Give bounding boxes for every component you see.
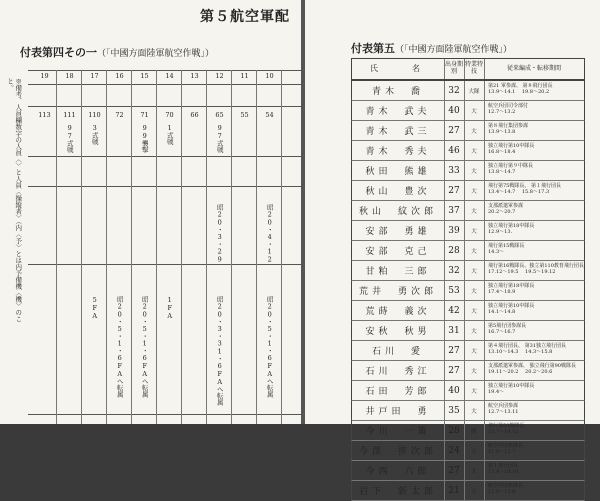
class-number: 27 xyxy=(444,361,465,380)
class-number: 40 xyxy=(444,101,465,120)
table-row xyxy=(351,261,585,281)
assignment: 支那派遣軍参謀、 独立飛行第90戦隊長 19.11～20.2 20.2～20.6 xyxy=(488,363,576,376)
table-row xyxy=(351,81,585,101)
person-name: 今澤 捗次郎 xyxy=(352,441,445,460)
unit-cell xyxy=(182,112,207,119)
specialty: 大隊 xyxy=(464,81,485,100)
unit-cell xyxy=(82,112,107,119)
right-table-title-main: 付表第五 xyxy=(351,42,395,55)
table-row xyxy=(351,161,585,181)
class-number: 53 xyxy=(444,281,465,300)
unit-no: 14 xyxy=(165,72,174,80)
chapter-title: 第５航空軍配 xyxy=(200,9,290,25)
unit-val: 111 xyxy=(63,111,76,119)
assignment: 第5飛行団参謀長 16.7～16.7 xyxy=(488,323,527,336)
table-row xyxy=(351,301,585,321)
person-name: 今川 一策 xyxy=(352,421,445,440)
unit-cell xyxy=(132,73,157,80)
specialty: 大 xyxy=(464,381,485,400)
assignment: 独立飛行第９中隊長 13.8～14.7 xyxy=(488,163,534,176)
table-row xyxy=(351,201,585,221)
unit-cell xyxy=(157,112,182,119)
unit-cell xyxy=(82,73,107,80)
unit-cell xyxy=(57,73,82,80)
specialty: 大 xyxy=(464,481,485,500)
table-row xyxy=(351,481,585,501)
unit-column xyxy=(232,70,257,424)
assignment: 支那派遣軍参謀 20.2～20.7 xyxy=(488,203,524,216)
unit-code: 97式戦 xyxy=(215,124,224,153)
class-number: 31 xyxy=(444,321,465,340)
unit-cell xyxy=(157,296,182,320)
assignment: 飛行第75戦隊長、 第１飛行団長 13.4～14.7 15.8～17.3 xyxy=(488,183,561,196)
unit-column xyxy=(157,70,182,424)
unit-note: 昭20・5・1・6FAへ転属 xyxy=(115,296,124,398)
specialty: 隊 xyxy=(464,421,485,440)
unit-column xyxy=(32,70,57,424)
unit-cell xyxy=(182,73,207,80)
unit-val: 70 xyxy=(165,111,174,119)
specialty: 大 xyxy=(464,261,485,280)
unit-no: 11 xyxy=(240,72,249,80)
table-row xyxy=(351,361,585,381)
unit-val: 66 xyxy=(190,111,199,119)
personnel-rows xyxy=(351,81,585,501)
unit-cell xyxy=(207,112,232,119)
person-name: 荒蒔 義次 xyxy=(352,301,445,320)
unit-no: 16 xyxy=(115,72,124,80)
unit-column xyxy=(207,70,232,424)
unit-code: 99襲撃 xyxy=(140,124,149,153)
table-row xyxy=(351,341,585,361)
person-name: 石川 秀江 xyxy=(352,361,445,380)
unit-column xyxy=(132,70,157,424)
specialty: 大 xyxy=(464,201,485,220)
class-number: 46 xyxy=(444,141,465,160)
class-number: 40 xyxy=(444,381,465,400)
person-name: 秋山 紋次郎 xyxy=(352,201,445,220)
unit-note: 昭20・5・1・6FAへ転属 xyxy=(140,296,149,398)
table-row xyxy=(351,181,585,201)
specialty: 大 xyxy=(464,301,485,320)
unit-cell xyxy=(207,296,232,406)
table-row xyxy=(351,401,585,421)
left-table-subtitle: （「中國方面陸軍航空作戦」） xyxy=(97,49,215,59)
class-number: 28 xyxy=(444,421,465,440)
specialty: 大 xyxy=(464,161,485,180)
right-page xyxy=(305,0,600,497)
class-number: 28 xyxy=(444,241,465,260)
person-name: 安部 勇雄 xyxy=(352,221,445,240)
unit-column xyxy=(182,70,207,424)
unit-no: 12 xyxy=(215,72,224,80)
specialty: 大 xyxy=(464,341,485,360)
header-name: 氏 名 xyxy=(352,59,445,79)
right-table-title xyxy=(351,40,512,56)
unit-code: 97式戦 xyxy=(65,124,74,153)
assignment: 飛行第16戦隊長、独立第110教育飛行団長 17.12～19.5 19.5～19.12 xyxy=(488,263,584,276)
table-row xyxy=(351,141,585,161)
table-row xyxy=(351,321,585,341)
unit-cell xyxy=(57,112,82,119)
assignment: 第21 軍参謀、 第８飛行団長 13.9～14.1 19.8～20.2 xyxy=(488,83,553,96)
person-name: 今西 六郎 xyxy=(352,461,445,480)
unit-cell xyxy=(157,73,182,80)
personnel-table xyxy=(351,58,585,501)
class-number: 39 xyxy=(444,221,465,240)
class-number: 42 xyxy=(444,301,465,320)
header-assign: 従来編成・転移期間 xyxy=(506,64,561,72)
table-row xyxy=(351,101,585,121)
unit-cell xyxy=(257,296,282,398)
person-name: 甘粕 三郎 xyxy=(352,261,445,280)
unit-cell xyxy=(207,124,232,153)
unit-cell xyxy=(232,73,257,80)
unit-cell xyxy=(257,73,282,80)
remark-note: ※備考、人員欄数字の人員〈〉と人員〈操縦者〉（内〈予〉とは内予備機〈機〉のこと。 xyxy=(6,78,23,322)
table-row xyxy=(351,421,585,441)
unit-no: 19 xyxy=(40,72,49,80)
unit-column xyxy=(107,70,132,424)
left-page xyxy=(0,0,301,424)
specialty: 大 xyxy=(464,241,485,260)
person-name: 荒井 勇次郎 xyxy=(352,281,445,300)
unit-cell xyxy=(132,124,157,153)
unit-cell xyxy=(107,296,132,398)
specialty: 大 xyxy=(464,181,485,200)
person-name: 井戸田 勇 xyxy=(352,401,445,420)
table-row xyxy=(351,441,585,461)
class-number: 21 xyxy=(444,481,465,500)
unit-val: 110 xyxy=(88,111,101,119)
table-row xyxy=(351,461,585,481)
person-name: 石川 愛 xyxy=(352,341,445,360)
unit-cell xyxy=(82,296,107,320)
assignment: 飛行第15戦隊長 14.3～ xyxy=(488,243,525,256)
unit-cell xyxy=(132,296,157,398)
unit-cell xyxy=(132,112,157,119)
unit-note: 昭20・5・1・6FAへ転属 xyxy=(265,296,274,398)
assignment: 独立飛行第18中隊長 17.4～18.9 xyxy=(488,283,535,296)
left-table-title xyxy=(20,44,214,60)
assignment: 航空兵団参謀 12.7～13.11 xyxy=(488,403,519,416)
unit-cell xyxy=(157,124,182,145)
person-name: 秋山 豊次 xyxy=(352,181,445,200)
unit-note: 5FA xyxy=(90,296,99,320)
unit-val: 54 xyxy=(265,111,274,119)
assignment: 独立飛行第10中隊長 19.4～ xyxy=(488,383,535,396)
table-row xyxy=(351,221,585,241)
person-name: 秋田 熊雄 xyxy=(352,161,445,180)
unit-code: 3式戦 xyxy=(90,124,99,145)
unit-cell xyxy=(82,124,107,145)
unit-date: 昭20・3・29 xyxy=(215,204,224,264)
person-name: 岩下 新太郎 xyxy=(352,481,445,500)
unit-cell xyxy=(257,112,282,119)
unit-val: 65 xyxy=(215,111,224,119)
table-row xyxy=(351,241,585,261)
unit-cell xyxy=(207,73,232,80)
person-name: 安部 克己 xyxy=(352,241,445,260)
assignment: 独立飛行第18中隊長 12.9～13. xyxy=(488,223,535,236)
unit-code: 1式戦 xyxy=(165,124,174,145)
assignment: 飛行第59戦隊長 13.7～14.12 xyxy=(488,423,525,436)
specialty: 大 xyxy=(464,461,485,480)
unit-cell xyxy=(232,112,257,119)
table-row xyxy=(351,281,585,301)
unit-cell xyxy=(257,204,282,264)
class-number: 27 xyxy=(444,341,465,360)
class-number: 27 xyxy=(444,181,465,200)
assignment: 航空兵団参謀長 12.8～13.8 xyxy=(488,483,524,496)
specialty: 大 xyxy=(464,141,485,160)
class-number: 27 xyxy=(444,461,465,480)
header-rank: 特業特技 xyxy=(464,59,485,79)
class-number: 37 xyxy=(444,201,465,220)
person-name: 青木 武夫 xyxy=(352,101,445,120)
unit-val: 72 xyxy=(115,111,124,119)
specialty: 大 xyxy=(464,221,485,240)
assignment: 航空兵団参謀長 11.8～12.7 xyxy=(488,443,524,456)
unit-no: 17 xyxy=(90,72,99,80)
person-name: 安秋 秋男 xyxy=(352,321,445,340)
table-row xyxy=(351,121,585,141)
person-name: 青木 秀夫 xyxy=(352,141,445,160)
unit-column xyxy=(57,70,82,424)
class-number: 32 xyxy=(444,261,465,280)
unit-cell xyxy=(107,73,132,80)
unit-no: 10 xyxy=(265,72,274,80)
class-number: 24 xyxy=(444,441,465,460)
assignment: 第８飛行集団参謀 13.9～13.8 xyxy=(488,123,529,136)
assignment: 独立飛行第10中隊長 16.8～18.4 xyxy=(488,143,535,156)
table-row xyxy=(351,381,585,401)
class-number: 35 xyxy=(444,401,465,420)
unit-date: 昭20・4・12 xyxy=(265,204,274,264)
unit-val: 113 xyxy=(38,111,51,119)
unit-no: 13 xyxy=(190,72,199,80)
person-name: 石田 芳郎 xyxy=(352,381,445,400)
person-name: 青木 武三 xyxy=(352,121,445,140)
unit-val: 71 xyxy=(140,111,149,119)
assignment: 第４飛行団長、 第31独立飛行団長 13.10～14.3 14.3～15.8 xyxy=(488,343,566,356)
unit-cell xyxy=(57,124,82,153)
unit-val: 55 xyxy=(240,111,249,119)
assignment: 第１飛行団長 17.4～18.10 xyxy=(488,463,519,476)
assignment: 独立飛行第10中隊長 14.1～14.8 xyxy=(488,303,535,316)
specialty: 大 xyxy=(464,101,485,120)
unit-cell xyxy=(32,73,57,80)
unit-cell xyxy=(207,204,232,264)
unit-cell xyxy=(32,112,57,119)
unit-note: 1FA xyxy=(165,296,174,320)
personnel-table-header xyxy=(351,58,585,81)
unit-no: 18 xyxy=(65,72,74,80)
unit-column xyxy=(257,70,282,424)
unit-cell xyxy=(107,112,132,119)
specialty: 大 xyxy=(464,121,485,140)
specialty: 大 xyxy=(464,441,485,460)
left-table-grid xyxy=(28,70,301,424)
specialty: 大 xyxy=(464,401,485,420)
assignment: 航空兵団司令部付 12.7～13.2 xyxy=(488,103,529,116)
class-number: 32 xyxy=(444,81,465,100)
unit-no: 15 xyxy=(140,72,149,80)
left-unit-table xyxy=(28,70,301,424)
unit-note: 昭20・3・31・6FAへ転属 xyxy=(215,296,224,406)
specialty: 大 xyxy=(464,321,485,340)
unit-column xyxy=(82,70,107,424)
specialty: 大 xyxy=(464,281,485,300)
left-table-title-main: 付表第四その一 xyxy=(20,46,97,59)
right-table-subtitle: （「中國方面陸軍航空作戦」） xyxy=(395,45,513,55)
class-number: 27 xyxy=(444,121,465,140)
specialty: 大 xyxy=(464,361,485,380)
class-number: 33 xyxy=(444,161,465,180)
person-name: 青木 喬 xyxy=(352,81,445,100)
header-age: 出身期別 xyxy=(444,59,465,79)
